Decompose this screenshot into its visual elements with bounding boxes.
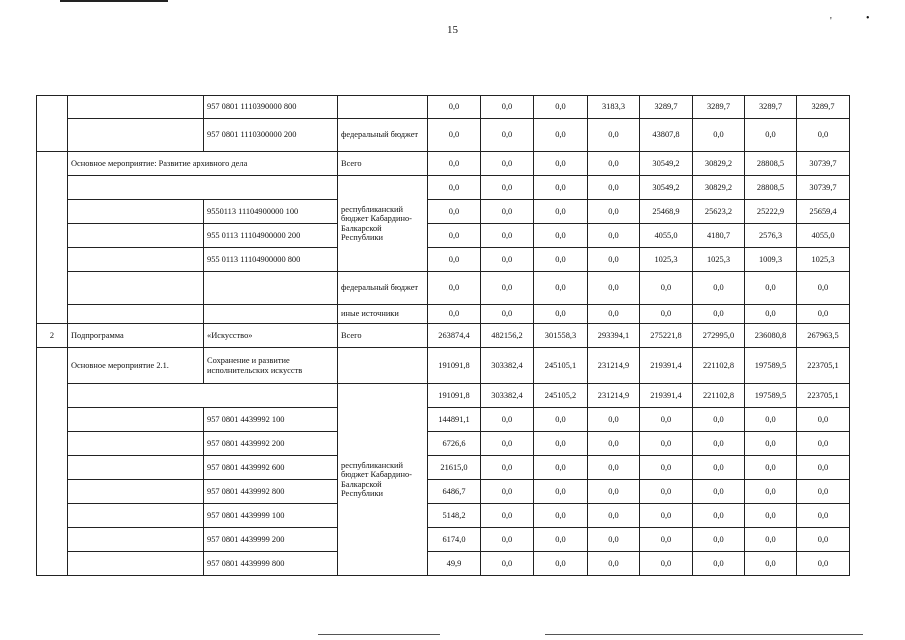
value-cell: 0,0: [428, 305, 481, 324]
table-row: [37, 456, 850, 480]
value-cell: 219391,4: [640, 384, 693, 408]
value-cell: 0,0: [534, 552, 588, 576]
value-cell: 245105,2: [534, 384, 588, 408]
value-cell: 0,0: [640, 432, 693, 456]
value-cell: 0,0: [745, 480, 797, 504]
value-cell: 0,0: [640, 552, 693, 576]
code-cell: 957 0801 4439992 200: [204, 432, 338, 456]
source-cell: [338, 348, 428, 384]
value-cell: 0,0: [534, 528, 588, 552]
value-cell: 0,0: [640, 408, 693, 432]
value-cell: 49,9: [428, 552, 481, 576]
value-cell: 0,0: [588, 248, 640, 272]
value-cell: 245105,1: [534, 348, 588, 384]
value-cell: 0,0: [693, 305, 745, 324]
table-row: [37, 480, 850, 504]
code-cell: [204, 305, 338, 324]
value-cell: 0,0: [428, 152, 481, 176]
value-cell: 0,0: [481, 432, 534, 456]
value-cell: 0,0: [693, 432, 745, 456]
value-cell: 0,0: [428, 119, 481, 152]
source-cell: федеральный бюджет: [338, 272, 428, 305]
value-cell: 267963,5: [797, 324, 850, 348]
value-cell: 0,0: [481, 272, 534, 305]
value-cell: 0,0: [745, 528, 797, 552]
label-cell: [68, 432, 204, 456]
label-cell: [68, 552, 204, 576]
table-row: [37, 248, 850, 272]
table-row: [37, 305, 850, 324]
value-cell: 0,0: [797, 272, 850, 305]
value-cell: 43807,8: [640, 119, 693, 152]
table-row: [37, 348, 850, 384]
value-cell: 0,0: [588, 200, 640, 224]
code-cell: 957 0801 4439992 100: [204, 408, 338, 432]
value-cell: 0,0: [745, 408, 797, 432]
scan-artifact-line: [318, 634, 440, 635]
budget-table: [36, 95, 850, 576]
value-cell: 0,0: [588, 504, 640, 528]
value-cell: 0,0: [481, 152, 534, 176]
value-cell: 0,0: [640, 504, 693, 528]
value-cell: 0,0: [588, 408, 640, 432]
value-cell: 0,0: [745, 552, 797, 576]
value-cell: 0,0: [481, 224, 534, 248]
value-cell: 197589,5: [745, 384, 797, 408]
value-cell: 0,0: [481, 200, 534, 224]
value-cell: 25659,4: [797, 200, 850, 224]
corner-mark: •: [866, 13, 870, 24]
value-cell: 6726,6: [428, 432, 481, 456]
value-cell: 30829,2: [693, 176, 745, 200]
code-cell: [204, 272, 338, 305]
page-number: 15: [447, 24, 458, 36]
value-cell: 0,0: [588, 152, 640, 176]
code-cell: [68, 176, 338, 200]
value-cell: 0,0: [534, 272, 588, 305]
value-cell: 0,0: [797, 504, 850, 528]
value-cell: 221102,8: [693, 384, 745, 408]
value-cell: 4055,0: [640, 224, 693, 248]
code-cell: 957 0801 4439992 800: [204, 480, 338, 504]
value-cell: 1025,3: [797, 248, 850, 272]
code-cell: 957 0801 4439999 200: [204, 528, 338, 552]
table-row: [37, 528, 850, 552]
value-cell: 0,0: [534, 176, 588, 200]
table-row: [37, 504, 850, 528]
label-cell: [68, 480, 204, 504]
value-cell: 0,0: [428, 248, 481, 272]
source-cell: Всего: [338, 324, 428, 348]
value-cell: 0,0: [797, 480, 850, 504]
num-cell: [37, 152, 68, 324]
value-cell: 191091,8: [428, 348, 481, 384]
value-cell: 3289,7: [693, 96, 745, 119]
label-cell: [68, 456, 204, 480]
value-cell: 0,0: [640, 305, 693, 324]
value-cell: 30739,7: [797, 176, 850, 200]
table-row: [37, 552, 850, 576]
label-cell: [68, 528, 204, 552]
value-cell: 0,0: [481, 176, 534, 200]
label-cell: [68, 248, 204, 272]
value-cell: 0,0: [481, 552, 534, 576]
value-cell: 0,0: [428, 272, 481, 305]
value-cell: 0,0: [534, 456, 588, 480]
value-cell: 0,0: [640, 456, 693, 480]
value-cell: 293394,1: [588, 324, 640, 348]
value-cell: 0,0: [797, 456, 850, 480]
value-cell: 0,0: [428, 96, 481, 119]
label-cell: [68, 504, 204, 528]
table-row: [37, 224, 850, 248]
name-cell: Сохранение и развитие исполнительских искусств: [204, 348, 338, 384]
label-cell: [68, 272, 204, 305]
value-cell: 223705,1: [797, 384, 850, 408]
value-cell: 0,0: [588, 528, 640, 552]
value-cell: 275221,8: [640, 324, 693, 348]
value-cell: 236080,8: [745, 324, 797, 348]
value-cell: 0,0: [534, 408, 588, 432]
value-cell: 303382,4: [481, 348, 534, 384]
table-row: [37, 324, 850, 348]
num-cell: [37, 96, 68, 152]
value-cell: 231214,9: [588, 348, 640, 384]
value-cell: 0,0: [588, 119, 640, 152]
value-cell: 30549,2: [640, 152, 693, 176]
value-cell: 191091,8: [428, 384, 481, 408]
value-cell: 0,0: [745, 504, 797, 528]
value-cell: 0,0: [693, 408, 745, 432]
value-cell: 0,0: [588, 432, 640, 456]
value-cell: 0,0: [797, 552, 850, 576]
value-cell: 0,0: [534, 200, 588, 224]
value-cell: 263874,4: [428, 324, 481, 348]
value-cell: 25468,9: [640, 200, 693, 224]
value-cell: 0,0: [481, 408, 534, 432]
value-cell: 0,0: [640, 528, 693, 552]
value-cell: 231214,9: [588, 384, 640, 408]
measure-title-cell: Основное мероприятие: Развитие архивного дела: [68, 152, 338, 176]
table-row: [37, 272, 850, 305]
value-cell: 1025,3: [640, 248, 693, 272]
value-cell: 0,0: [588, 176, 640, 200]
value-cell: 0,0: [588, 552, 640, 576]
value-cell: 303382,4: [481, 384, 534, 408]
value-cell: 30829,2: [693, 152, 745, 176]
value-cell: 28808,5: [745, 152, 797, 176]
value-cell: 25222,9: [745, 200, 797, 224]
value-cell: 0,0: [745, 432, 797, 456]
label-cell: [68, 200, 204, 224]
value-cell: 0,0: [693, 119, 745, 152]
label-cell: [68, 96, 204, 119]
label-cell: [68, 224, 204, 248]
value-cell: 0,0: [534, 504, 588, 528]
value-cell: 2576,3: [745, 224, 797, 248]
value-cell: 0,0: [797, 119, 850, 152]
code-cell: 957 0801 1110390000 800: [204, 96, 338, 119]
value-cell: 28808,5: [745, 176, 797, 200]
value-cell: 6486,7: [428, 480, 481, 504]
value-cell: 0,0: [481, 528, 534, 552]
value-cell: 0,0: [693, 528, 745, 552]
table-row: [37, 119, 850, 152]
code-cell: [68, 384, 338, 408]
value-cell: 6174,0: [428, 528, 481, 552]
value-cell: 3289,7: [797, 96, 850, 119]
value-cell: 0,0: [588, 480, 640, 504]
value-cell: 0,0: [693, 456, 745, 480]
value-cell: 0,0: [534, 152, 588, 176]
value-cell: 30739,7: [797, 152, 850, 176]
scan-artifact-line: [545, 634, 863, 635]
value-cell: 482156,2: [481, 324, 534, 348]
value-cell: 4180,7: [693, 224, 745, 248]
num-cell: 2: [37, 324, 68, 348]
value-cell: 0,0: [745, 272, 797, 305]
value-cell: 0,0: [481, 96, 534, 119]
value-cell: 0,0: [428, 224, 481, 248]
value-cell: 3289,7: [745, 96, 797, 119]
label-cell: [68, 305, 204, 324]
value-cell: 0,0: [588, 456, 640, 480]
value-cell: 1025,3: [693, 248, 745, 272]
value-cell: 0,0: [481, 305, 534, 324]
table-row: [37, 384, 850, 408]
code-cell: 9550113 11104900000 100: [204, 200, 338, 224]
value-cell: 0,0: [693, 552, 745, 576]
value-cell: 25623,2: [693, 200, 745, 224]
code-cell: 957 0801 4439992 600: [204, 456, 338, 480]
source-cell: федеральный бюджет: [338, 119, 428, 152]
value-cell: 0,0: [693, 504, 745, 528]
value-cell: 0,0: [797, 528, 850, 552]
value-cell: 0,0: [534, 305, 588, 324]
source-cell: [338, 96, 428, 119]
value-cell: 223705,1: [797, 348, 850, 384]
value-cell: 0,0: [481, 248, 534, 272]
value-cell: 0,0: [588, 272, 640, 305]
code-cell: 957 0801 4439999 800: [204, 552, 338, 576]
value-cell: 219391,4: [640, 348, 693, 384]
value-cell: 5148,2: [428, 504, 481, 528]
code-cell: 955 0113 11104900000 200: [204, 224, 338, 248]
source-cell: Всего: [338, 152, 428, 176]
value-cell: 0,0: [534, 480, 588, 504]
value-cell: 0,0: [534, 224, 588, 248]
source-cell: республиканский бюджет Кабардино-Балкарской Республики: [338, 384, 428, 576]
value-cell: 0,0: [481, 119, 534, 152]
value-cell: 144891,1: [428, 408, 481, 432]
label-cell: [68, 408, 204, 432]
value-cell: 0,0: [534, 96, 588, 119]
table-row: [37, 176, 850, 200]
value-cell: 30549,2: [640, 176, 693, 200]
value-cell: 1009,3: [745, 248, 797, 272]
source-cell: иные источники: [338, 305, 428, 324]
value-cell: 0,0: [640, 480, 693, 504]
value-cell: 21615,0: [428, 456, 481, 480]
code-cell: 957 0801 4439999 100: [204, 504, 338, 528]
value-cell: 0,0: [745, 305, 797, 324]
source-cell: республиканский бюджет Кабардино-Балкарской Республики: [338, 176, 428, 272]
value-cell: 0,0: [481, 504, 534, 528]
value-cell: 0,0: [481, 456, 534, 480]
value-cell: 0,0: [428, 200, 481, 224]
corner-mark: ': [830, 16, 832, 27]
value-cell: 0,0: [588, 224, 640, 248]
value-cell: 4055,0: [797, 224, 850, 248]
table-row: [37, 408, 850, 432]
label-cell: [68, 119, 204, 152]
name-cell: «Искусство»: [204, 324, 338, 348]
value-cell: 0,0: [588, 305, 640, 324]
value-cell: 197589,5: [745, 348, 797, 384]
value-cell: 0,0: [640, 272, 693, 305]
value-cell: 301558,3: [534, 324, 588, 348]
scan-artifact-line: [60, 0, 168, 2]
table-row: [37, 152, 850, 176]
value-cell: 0,0: [693, 272, 745, 305]
label-cell: Подпрограмма: [68, 324, 204, 348]
value-cell: 221102,8: [693, 348, 745, 384]
code-cell: 955 0113 11104900000 800: [204, 248, 338, 272]
table-row: [37, 200, 850, 224]
value-cell: 3289,7: [640, 96, 693, 119]
code-cell: 957 0801 1110300000 200: [204, 119, 338, 152]
value-cell: 0,0: [797, 432, 850, 456]
value-cell: 0,0: [797, 408, 850, 432]
num-cell: [37, 348, 68, 576]
value-cell: 0,0: [693, 480, 745, 504]
value-cell: 0,0: [534, 432, 588, 456]
value-cell: 0,0: [745, 119, 797, 152]
value-cell: 0,0: [534, 248, 588, 272]
value-cell: 0,0: [797, 305, 850, 324]
value-cell: 0,0: [534, 119, 588, 152]
value-cell: 272995,0: [693, 324, 745, 348]
table-row: [37, 432, 850, 456]
value-cell: 0,0: [481, 480, 534, 504]
table-row: [37, 96, 850, 119]
value-cell: 0,0: [745, 456, 797, 480]
value-cell: 0,0: [428, 176, 481, 200]
label-cell: Основное мероприятие 2.1.: [68, 348, 204, 384]
value-cell: 3183,3: [588, 96, 640, 119]
